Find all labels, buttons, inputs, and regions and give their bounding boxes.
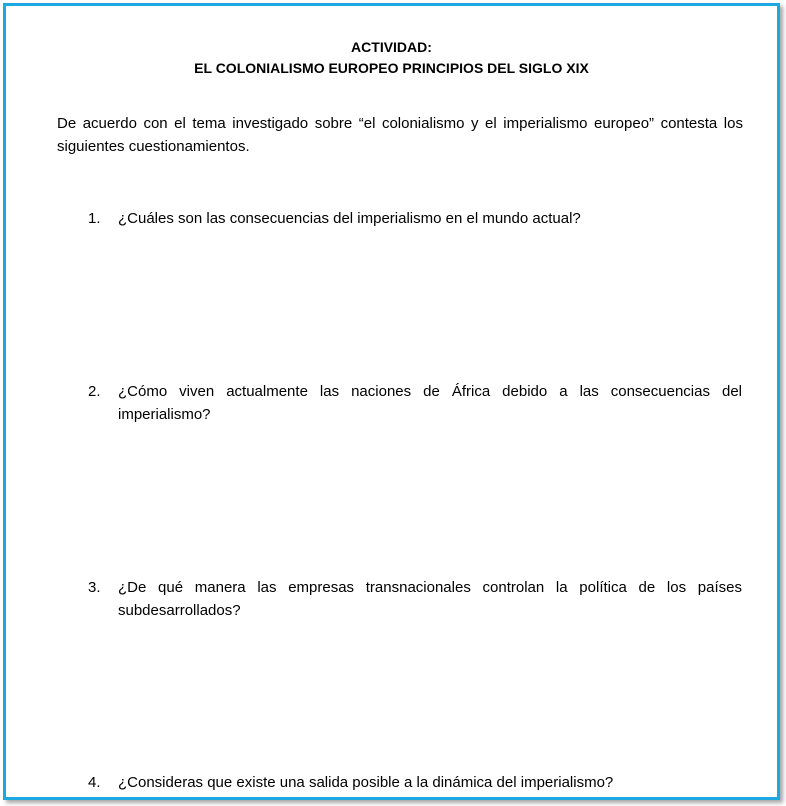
question-item-4 xyxy=(88,771,742,794)
question-text: ¿Consideras que existe una salida posible a la dinámica del imperialismo? xyxy=(118,774,614,791)
document-page xyxy=(3,3,780,800)
question-number: 3. xyxy=(88,579,101,596)
question-item-3 xyxy=(88,576,742,622)
document-title xyxy=(6,37,777,79)
title-line-topic: EL COLONIALISMO EUROPEO PRINCIPIOS DEL SIGLO XIX xyxy=(194,60,589,76)
question-text: ¿De qué manera las empresas transnacionales controlan la política de los países subdesarrollados? xyxy=(118,579,742,619)
question-number: 1. xyxy=(88,210,101,227)
question-item-1 xyxy=(88,207,742,230)
question-item-2 xyxy=(88,380,742,426)
question-number: 4. xyxy=(88,774,101,791)
question-text: ¿Cómo viven actualmente las naciones de África debido a las consecuencias del imperialismo? xyxy=(118,383,742,423)
title-line-activity: ACTIVIDAD: xyxy=(351,39,432,55)
intro-paragraph: De acuerdo con el tema investigado sobre “el colonialismo y el imperialismo europeo” contesta los siguientes cuestionamientos. xyxy=(57,115,743,155)
question-number: 2. xyxy=(88,383,101,400)
question-text: ¿Cuáles son las consecuencias del imperialismo en el mundo actual? xyxy=(118,210,581,227)
